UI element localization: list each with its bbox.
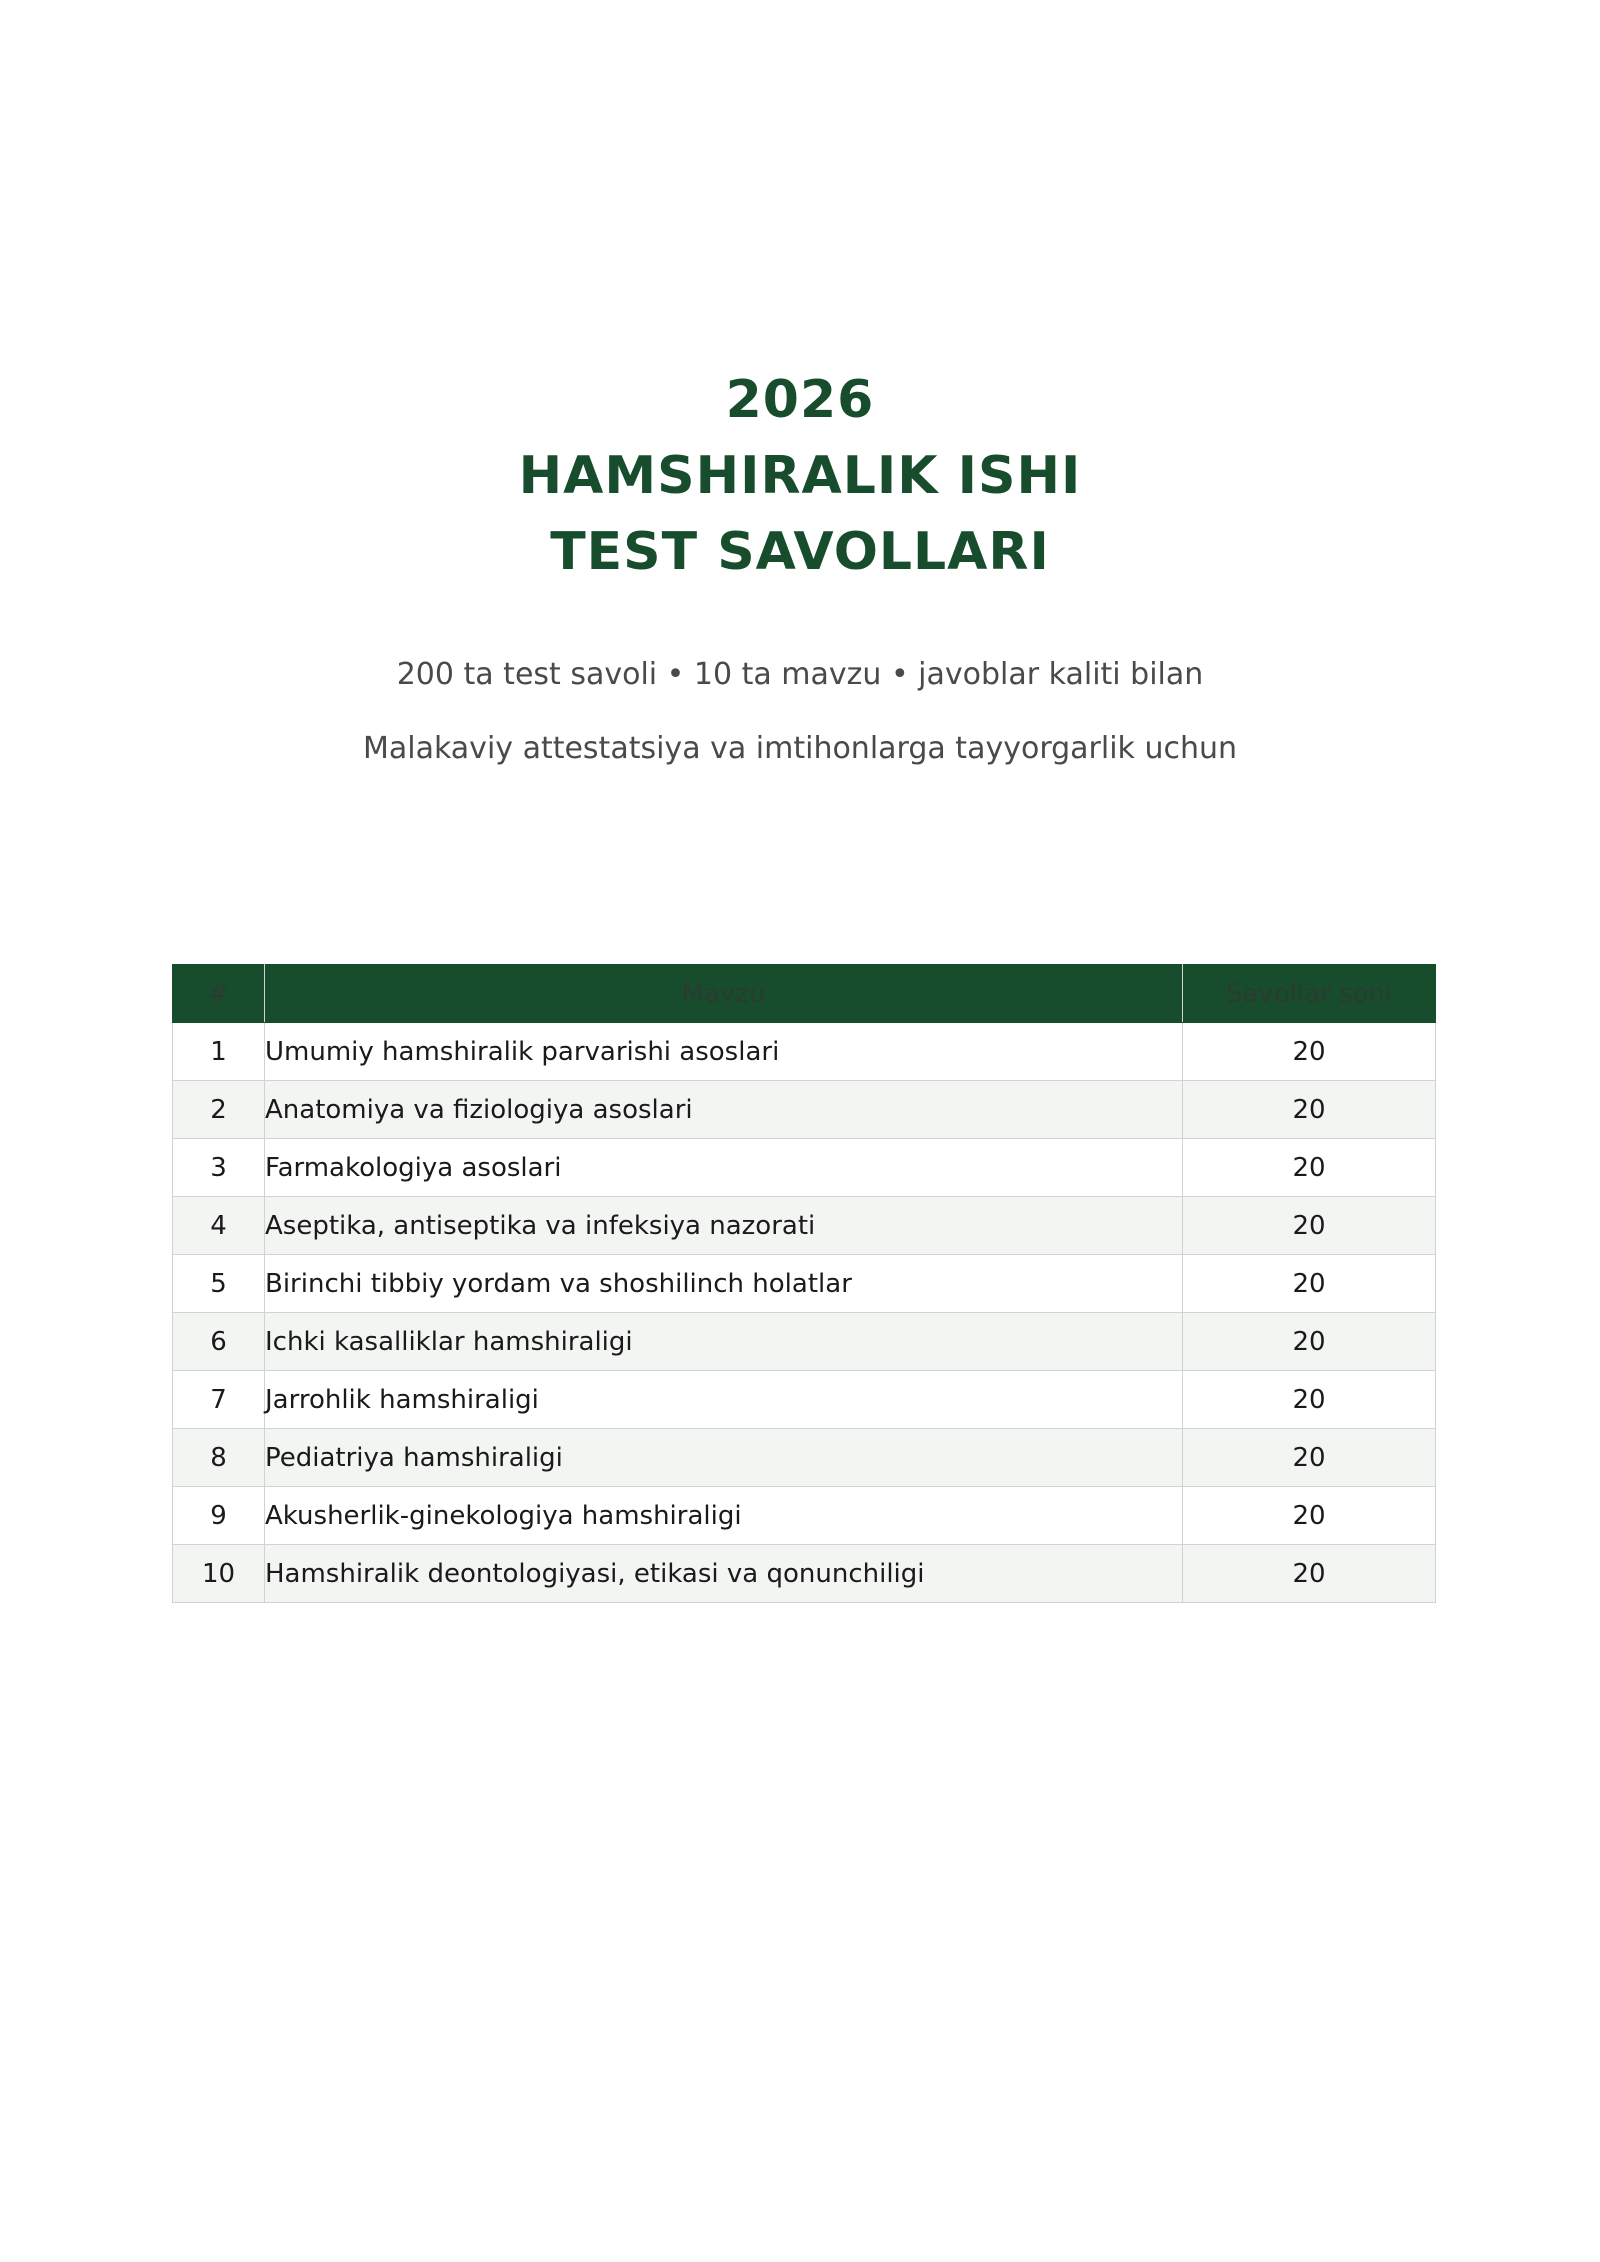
header-question-count: Savollar soni (1183, 965, 1436, 1023)
row-number: 3 (173, 1139, 265, 1197)
row-count: 20 (1183, 1197, 1436, 1255)
row-count: 20 (1183, 1429, 1436, 1487)
row-count: 20 (1183, 1487, 1436, 1545)
row-topic: Anatomiya va fiziologiya asoslari (265, 1081, 1183, 1139)
document-title (0, 362, 1600, 590)
table-row (173, 1023, 1436, 1081)
table-header-row (173, 965, 1436, 1023)
row-topic: Hamshiralik deontologiyasi, etikasi va qonunchiligi (265, 1545, 1183, 1603)
row-number: 1 (173, 1023, 265, 1081)
row-count: 20 (1183, 1255, 1436, 1313)
row-count: 20 (1183, 1081, 1436, 1139)
table-row (173, 1487, 1436, 1545)
table-row (173, 1429, 1436, 1487)
row-number: 6 (173, 1313, 265, 1371)
row-count: 20 (1183, 1545, 1436, 1603)
table-row (173, 1313, 1436, 1371)
title-year: 2026 (725, 370, 875, 430)
row-topic: Birinchi tibbiy yordam va shoshilinch holatlar (265, 1255, 1183, 1313)
row-number: 8 (173, 1429, 265, 1487)
subtitle-summary: 200 ta test savoli • 10 ta mavzu • javoblar kaliti bilan (396, 657, 1204, 692)
row-count: 20 (1183, 1313, 1436, 1371)
table-row (173, 1081, 1436, 1139)
table-row (173, 1255, 1436, 1313)
row-topic: Ichki kasalliklar hamshiraligi (265, 1313, 1183, 1371)
row-number: 2 (173, 1081, 265, 1139)
row-number: 9 (173, 1487, 265, 1545)
topics-table (172, 964, 1436, 1603)
table-row (173, 1197, 1436, 1255)
row-topic: Jarrohlik hamshiraligi (265, 1371, 1183, 1429)
row-topic: Pediatriya hamshiraligi (265, 1429, 1183, 1487)
row-topic: Aseptika, antiseptika va infeksiya nazorati (265, 1197, 1183, 1255)
title-line-2: HAMSHIRALIK ISHI (518, 446, 1082, 506)
table-row (173, 1545, 1436, 1603)
row-number: 5 (173, 1255, 265, 1313)
row-count: 20 (1183, 1371, 1436, 1429)
row-number: 10 (173, 1545, 265, 1603)
row-topic: Akusherlik-ginekologiya hamshiraligi (265, 1487, 1183, 1545)
header-topic: Mavzu (265, 965, 1183, 1023)
row-topic: Farmakologiya asoslari (265, 1139, 1183, 1197)
header-number: # (173, 965, 265, 1023)
title-line-3: TEST SAVOLLARI (550, 522, 1050, 582)
row-count: 20 (1183, 1023, 1436, 1081)
table-row (173, 1371, 1436, 1429)
subtitle-purpose: Malakaviy attestatsiya va imtihonlarga tayyorgarlik uchun (362, 731, 1238, 766)
row-number: 4 (173, 1197, 265, 1255)
row-count: 20 (1183, 1139, 1436, 1197)
row-number: 7 (173, 1371, 265, 1429)
table-row (173, 1139, 1436, 1197)
row-topic: Umumiy hamshiralik parvarishi asoslari (265, 1023, 1183, 1081)
